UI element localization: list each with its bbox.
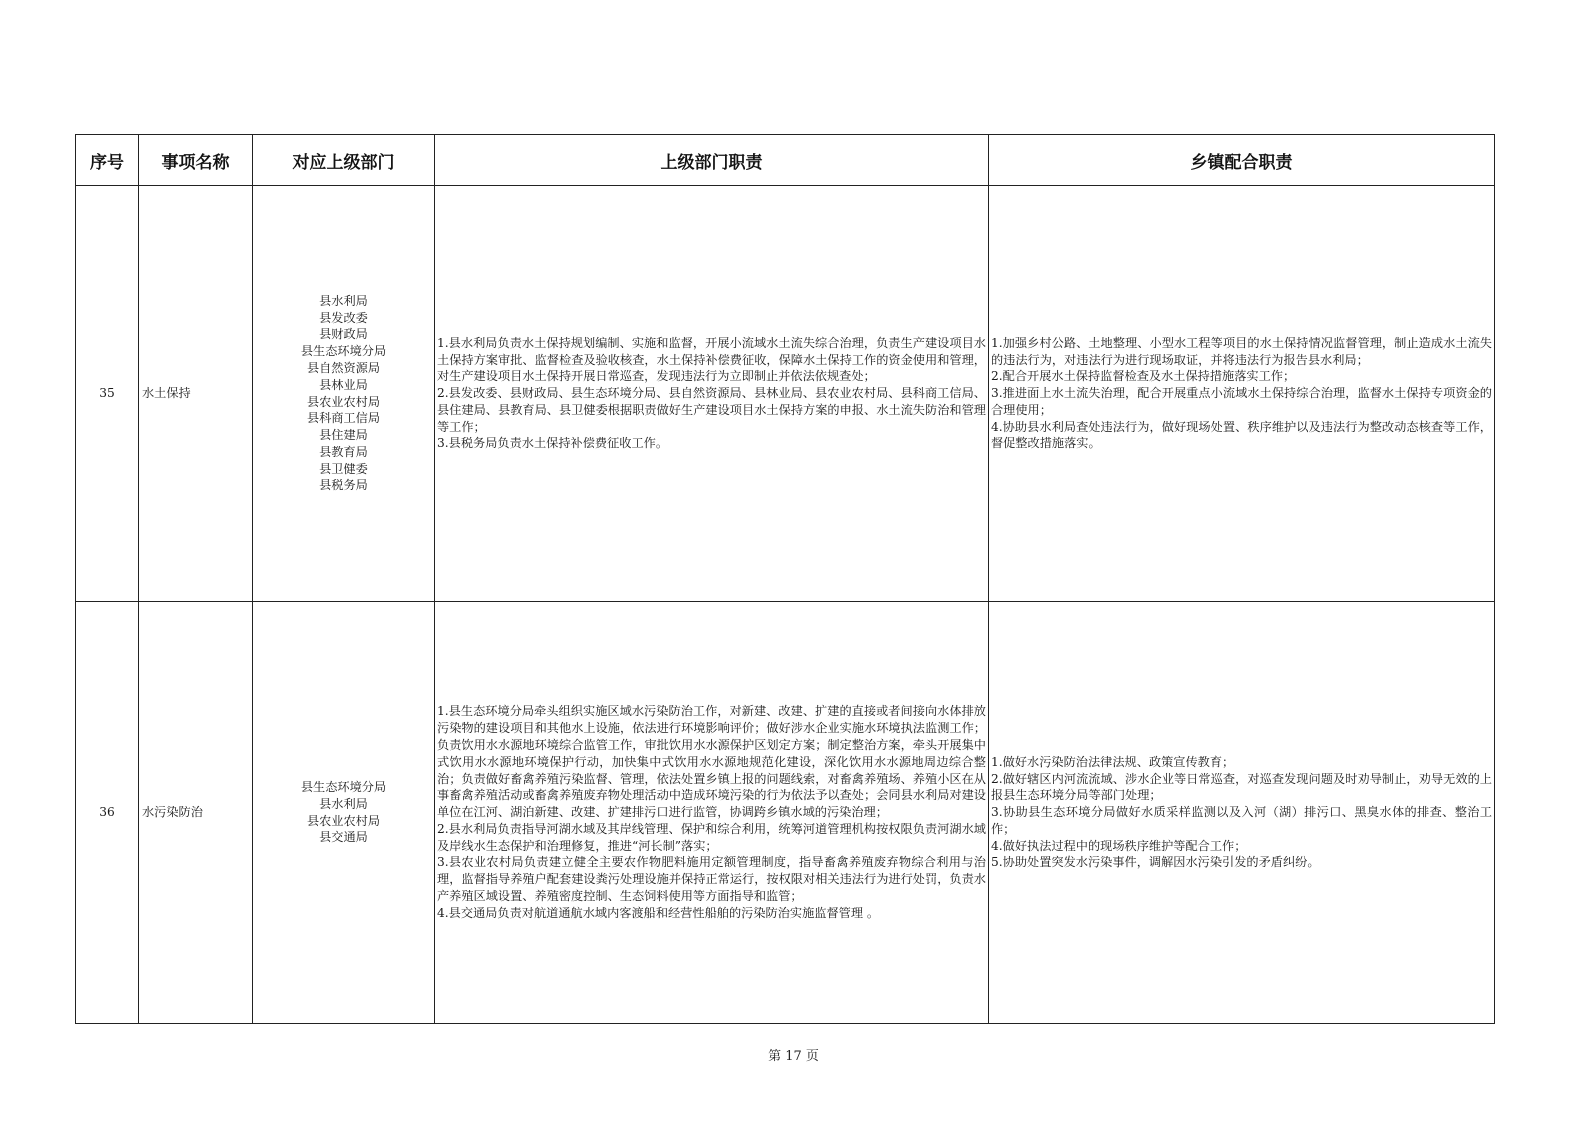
dept-item: 县住建局 — [319, 428, 368, 443]
row-number: 35 — [76, 186, 139, 602]
upper-duty-cell — [435, 186, 989, 602]
page-number: 第 17 页 — [768, 1049, 819, 1064]
dept-item: 县自然资源局 — [306, 360, 381, 375]
dept-item: 县科商工信局 — [306, 411, 381, 426]
upper-duty-item: 3.县税务局负责水土保持补偿费征收工作。 — [437, 436, 669, 451]
upper-duty-item: 4.县交通局负责对航道通航水域内客渡船和经营性船舶的污染防治实施监督管理 。 — [437, 905, 880, 920]
town-duty-item: 2.做好辖区内河流流域、涉水企业等日常巡查，对巡查发现问题及时劝导制止，劝导无效的上报县生态环境分局等部门处理； — [991, 771, 1492, 803]
town-duty-item: 1.加强乡村公路、土地整理、小型水工程等项目的水土保持情况监督管理，制止造成水土流失的违法行为，对违法行为进行现场取证，并将违法行为报告县水利局； — [991, 335, 1492, 367]
header-row — [76, 135, 1495, 186]
town-duty-item: 1.做好水污染防治法律法规、政策宣传教育； — [991, 754, 1235, 769]
town-duty-item: 4.协助县水利局查处违法行为，做好现场处置、秩序维护以及违法行为整改动态核查等工作，督促整改措施落实。 — [991, 419, 1492, 451]
table-row — [76, 186, 1495, 602]
dept-list — [253, 186, 435, 602]
dept-item: 县林业局 — [319, 377, 368, 392]
upper-duty-item: 1.县生态环境分局牵头组织实施区域水污染防治工作，对新建、改建、扩建的直接或者间接向水体排放污染物的建设项目和其他水上设施，依法进行环境影响评价；做好涉水企业实施水环境执法监测工作；负责饮用水水源地环境综合监管工作，审批饮用水水源保护区划定方案；制定整治方案，牵头开展集中式饮用水水源地环境保护行动，加快集中式饮用水水源地规范化建设，深化饮用水水源地周边综合整治；负责做好畜禽养殖污染监督、管理，依法处置乡镇上报的问题线索，对畜禽养殖场、养殖小区在从事畜禽养殖活动或畜禽养殖废弃物处理活动中造成环境污染的行为依法予以查处；会同县水利局对建设单位在江河、湖泊新建、改建、扩建排污口进行监管，协调跨乡镇水域的污染治理； — [437, 704, 986, 820]
dept-item: 县农业农村局 — [306, 813, 381, 828]
dept-item: 县发改委 — [319, 310, 368, 325]
dept-item: 县农业农村局 — [306, 394, 381, 409]
item-name: 水污染防治 — [139, 602, 253, 1024]
dept-item: 县税务局 — [319, 478, 368, 493]
town-duty-item: 4.做好执法过程中的现场秩序维护等配合工作； — [991, 838, 1247, 853]
header-no: 序号 — [76, 135, 139, 186]
upper-duty-item: 3.县农业农村局负责建立健全主要农作物肥料施用定额管理制度，指导畜禽养殖废弃物综合利用与治理，监督指导养殖户配套建设粪污处理设施并保持正常运行，按权限对相关违法行为进行处罚，负责水产养殖区域设置、养殖密度控制、生态饲料使用等方面指导和监管； — [437, 855, 986, 904]
upper-duty-item: 2.县水利局负责指导河湖水域及其岸线管理、保护和综合利用，统筹河道管理机构按权限负责河湖水域及岸线水生态保护和治理修复，推进“河长制”落实； — [437, 821, 986, 853]
town-duty-item: 3.协助县生态环境分局做好水质采样监测以及入河（湖）排污口、黑臭水体的排查、整治工作； — [991, 805, 1492, 836]
header-upper-duty: 上级部门职责 — [435, 135, 989, 186]
dept-item: 县生态环境分局 — [300, 344, 387, 359]
town-duty-item: 5.协助处置突发水污染事件，调解因水污染引发的矛盾纠纷。 — [991, 855, 1320, 870]
dept-item: 县水利局 — [319, 796, 368, 811]
duty-table — [75, 134, 1495, 1024]
header-item-name: 事项名称 — [139, 135, 253, 186]
header-town-duty: 乡镇配合职责 — [989, 135, 1495, 186]
dept-item: 县交通局 — [319, 830, 368, 845]
dept-item: 县生态环境分局 — [300, 779, 387, 794]
upper-duty-cell — [435, 602, 989, 1024]
dept-list — [253, 602, 435, 1024]
item-name: 水土保持 — [139, 186, 253, 602]
row-number: 36 — [76, 602, 139, 1024]
town-duty-cell — [989, 186, 1495, 602]
town-duty-item: 3.推进面上水土流失治理，配合开展重点小流域水土保持综合治理，监督水土保持专项资金的合理使用； — [991, 386, 1492, 417]
dept-item: 县水利局 — [319, 293, 368, 308]
upper-duty-item: 2.县发改委、县财政局、县生态环境分局、县自然资源局、县林业局、县农业农村局、县科商工信局、县住建局、县教育局、县卫健委根据职责做好生产建设项目水土保持方案的申报、水土流失防治和管理等工作； — [437, 386, 986, 434]
town-duty-item: 2.配合开展水土保持监督检查及水土保持措施落实工作； — [991, 369, 1296, 384]
header-upper-dept: 对应上级部门 — [253, 135, 435, 186]
dept-item: 县教育局 — [319, 444, 368, 459]
town-duty-cell — [989, 602, 1495, 1024]
dept-item: 县卫健委 — [319, 461, 368, 476]
upper-duty-item: 1.县水利局负责水土保持规划编制、实施和监督，开展小流域水土流失综合治理，负责生产建设项目水土保持方案审批、监督检查及验收核查，水土保持补偿费征收，保障水土保持工作的资金使用和管理，对生产建设项目水土保持开展日常巡查，发现违法行为立即制止并依法依规查处； — [437, 335, 986, 384]
table-row — [76, 602, 1495, 1024]
dept-item: 县财政局 — [319, 327, 368, 342]
